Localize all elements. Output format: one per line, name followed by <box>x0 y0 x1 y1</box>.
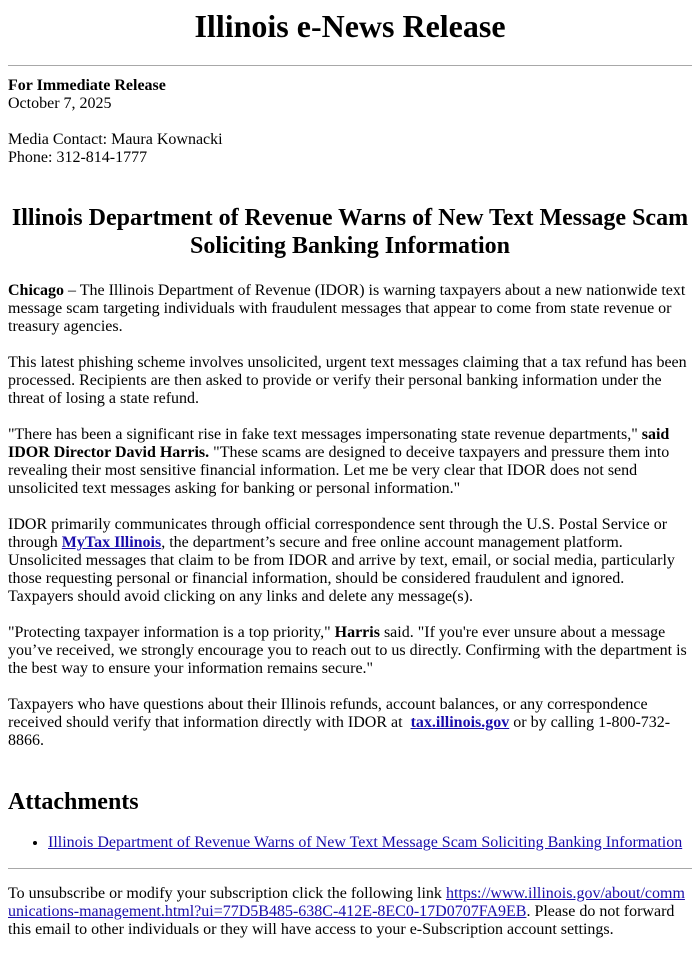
attachments-heading: Attachments <box>8 789 139 815</box>
paragraph-5-end: said. "If you're ever unsure about a message you’ve received, we strongly encourage you to reach out to us directly. Confirming with the department is the best way to ensure your information remains secure." <box>8 624 687 677</box>
paragraph-5-start: "Protecting taxpayer information is a top priority," <box>8 624 335 641</box>
footer-text-start: To unsubscribe or modify your subscription click the following link <box>8 885 446 902</box>
paragraph-3 <box>8 426 692 498</box>
attachment-link[interactable]: Illinois Department of Revenue Warns of New Text Message Scam Soliciting Banking Information <box>48 834 683 851</box>
paragraph-6-start: Taxpayers who have questions about their Illinois refunds, account balances, or any correspondence received should verify that information directly with IDOR at <box>8 696 652 731</box>
paragraph-4-end: , the department’s secure and free online account management platform. Unsolicited messages that claim to be from IDOR and arrive by text, email, or social media, particularly those requesting personal or financial information, should be considered fraudulent and ignored. Taxpayers should avoid clicking on any links and delete any message(s). <box>8 534 675 605</box>
dateline-location: Chicago <box>8 282 64 299</box>
release-date: October 7, 2025 <box>8 95 112 112</box>
paragraph-5 <box>8 624 692 678</box>
paragraph-2: This latest phishing scheme involves unsolicited, urgent text messages claiming that a tax refund has been processed. Recipients are then asked to provide or verify their personal banking information under the threat of losing a state refund. <box>8 354 687 407</box>
media-contact: Media Contact: Maura Kownacki <box>8 131 223 148</box>
release-info <box>8 77 692 113</box>
header-divider <box>8 65 692 66</box>
quote-start: "There has been a significant rise in fake text messages impersonating state revenue departments," <box>8 426 642 443</box>
footer-divider <box>8 868 692 869</box>
speaker-name: Harris <box>334 624 380 641</box>
list-item <box>48 834 692 852</box>
quote-attribution: said IDOR Director David Harris. <box>8 426 670 461</box>
quote-end: "These scams are designed to deceive taxpayers and pressure them into revealing their most sensitive financial information. Let me be very clear that IDOR does not send unsolicited text messages asking for banking or personal information." <box>8 444 670 497</box>
paragraph-6 <box>8 696 692 750</box>
paragraph-6-end: or by calling 1-800-732-8866. <box>8 714 671 749</box>
contact-phone: Phone: 312-814-1777 <box>8 149 148 166</box>
paragraph-4 <box>8 516 692 606</box>
footer-text-end: . Please do not forward this email to other individuals or they will have access to your e-Subscription account settings. <box>8 903 675 938</box>
page <box>0 8 700 939</box>
article-headline: Illinois Department of Revenue Warns of New Text Message Scam Soliciting Banking Information <box>11 205 689 259</box>
unsubscribe-notice <box>8 885 692 939</box>
page-title: Illinois e-News Release <box>194 8 506 44</box>
release-label: For Immediate Release <box>8 77 166 94</box>
paragraph-1 <box>8 282 692 336</box>
tax-illinois-link[interactable]: tax.illinois.gov <box>410 714 510 731</box>
mytax-illinois-link[interactable]: MyTax Illinois <box>61 534 162 551</box>
media-contact-block <box>8 131 692 167</box>
paragraph-1-text: – The Illinois Department of Revenue (IDOR) is warning taxpayers about a new nationwide text message scam targeting individuals with fraudulent messages that appear to come from state revenue or treasury agencies. <box>8 282 686 335</box>
paragraph-4-start: IDOR primarily communicates through official correspondence sent through the U.S. Postal Service or through <box>8 516 668 551</box>
attachments-list <box>8 834 692 852</box>
subscription-management-link[interactable]: https://www.illinois.gov/about/communications-management.html?ui=77D5B485-638C-412E-8EC0-17D0707FA9EB <box>8 885 685 920</box>
